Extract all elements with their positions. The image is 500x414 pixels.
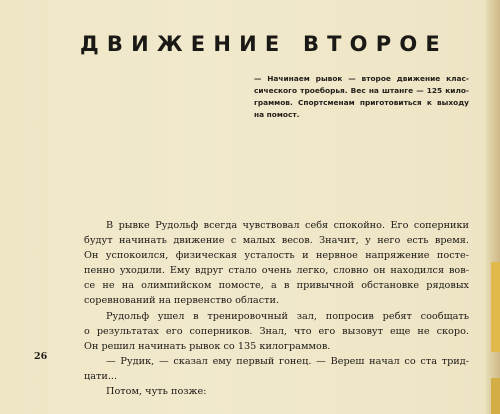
epigraph-line: сического троеборья. Вес на штанге — 125 кило- [254,86,469,95]
epigraph-line: граммов. Спортсменам приготовиться к выходу [254,98,469,107]
paragraph-line: — Рудик, — сказал ему первый гонец. — Вереш начал со ста трид- [106,355,469,367]
paragraph-line: Потом, чуть позже: [106,386,207,398]
paragraph-line: се не на олимпийском помосте, а в привычной обстановке рядовых [84,280,469,292]
paragraph-line: соревнований на первенство области. [84,295,280,307]
paragraph-line: о результатах его соперников. Знал, что его вызовут еще не скоро. [84,325,469,337]
body-text [84,218,469,399]
epigraph-line: на помост. [254,110,300,119]
edge-stripe [491,262,500,352]
chapter-heading: ДВИЖЕНИЕ ВТОРОЕ [80,32,448,56]
edge-stripe-lower [491,378,500,414]
paragraph-line: цати... [84,370,118,382]
paragraph-line: Он решил начинать рывок со 135 килограммов. [84,340,331,352]
paragraph-line: Рудольф ушел в тренировочный зал, попросив ребят сообщать [106,310,469,322]
epigraph-line: — Начинаем рывок — второе движение клас- [254,74,469,83]
paragraph-line: Он успокоился, физическая усталость и нервное напряжение посте- [84,250,469,262]
paragraph-line: В рывке Рудольф всегда чувствовал себя спокойно. Его соперники [106,220,469,231]
page-number: 26 [34,351,48,362]
paragraph-line: будут начинать движение с малых весов. Значит, у него есть время. [84,235,469,247]
epigraph [254,73,469,121]
paragraph-line: пенно уходили. Ему вдруг стало очень легко, словно он находился вов- [84,265,469,277]
